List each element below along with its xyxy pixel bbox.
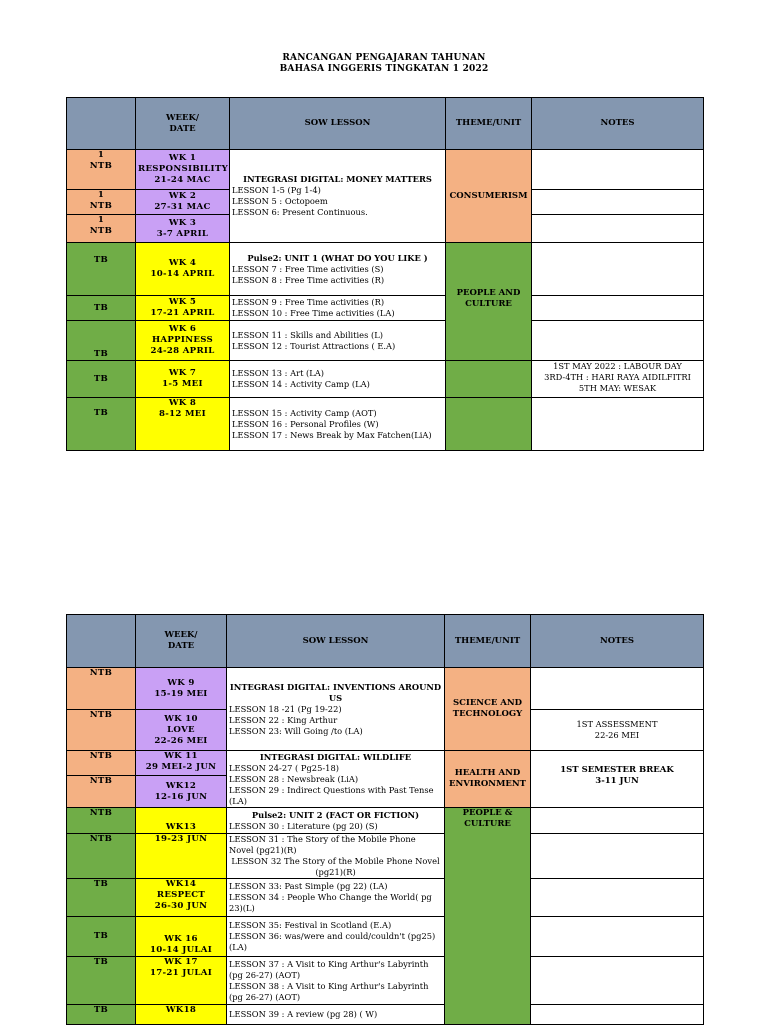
- notes-cell: [531, 879, 704, 917]
- notes-cell: [532, 321, 704, 361]
- header-sow-lesson: SOW LESSON: [230, 98, 446, 150]
- table-row: [67, 834, 704, 879]
- week-status: TB: [67, 917, 136, 957]
- header-blank: [67, 615, 136, 668]
- lesson-cell: LESSON 31 : The Story of the Mobile Phone Novel (pg21)(R) LESSON 32 The Story of the Mobile Phone Novel (pg21)(R): [227, 834, 445, 879]
- week-date-cell: WK 4 10-14 APRIL: [136, 243, 230, 296]
- theme-cell: HEALTH AND ENVIRONMENT: [445, 751, 531, 808]
- week-date-cell: WK14 RESPECT 26-30 JUN: [136, 879, 227, 917]
- week-date-cell: WK12 12-16 JUN: [136, 776, 227, 808]
- table-row: [67, 321, 704, 361]
- week-status: NTB: [67, 751, 136, 776]
- table-row: [67, 808, 704, 834]
- notes-cell: [532, 215, 704, 243]
- table-row: [67, 917, 704, 957]
- week-date-cell: WK 2 27-31 MAC: [136, 190, 230, 215]
- week-date-cell: WK 3 3-7 APRIL: [136, 215, 230, 243]
- table-row: [67, 243, 704, 296]
- lesson-cell: LESSON 11 : Skills and Abilities (L) LESSON 12 : Tourist Attractions ( E.A): [230, 321, 446, 361]
- table-row: [67, 1005, 704, 1025]
- header-week-date: WEEK/ DATE: [136, 615, 227, 668]
- week-date-cell: WK 8 8-12 MEI: [136, 398, 230, 451]
- table-row: [67, 296, 704, 321]
- notes-cell: 1ST MAY 2022 : LABOUR DAY 3RD-4TH : HARI RAYA AIDILFITRI 5TH MAY: WESAK: [532, 361, 704, 398]
- week-date-cell: WK 5 17-21 APRIL: [136, 296, 230, 321]
- sow-table-1: [66, 97, 704, 451]
- lesson-cell: LESSON 35: Festival in Scotland (E.A) LESSON 36: was/were and could/couldn't (pg25) (LA): [227, 917, 445, 957]
- theme-cell: PEOPLE AND CULTURE: [446, 243, 532, 361]
- table-row: [67, 361, 704, 398]
- lesson-cell: LESSON 39 : A review (pg 28) ( W): [227, 1005, 445, 1025]
- header-theme: THEME/UNIT: [446, 98, 532, 150]
- table-row: [67, 751, 704, 776]
- week-date-cell: WK 7 1-5 MEI: [136, 361, 230, 398]
- notes-cell: [531, 668, 704, 710]
- week-date-cell: WK 6 HAPPINESS 24-28 APRIL: [136, 321, 230, 361]
- week-status: NTB: [67, 808, 136, 834]
- notes-cell: [531, 957, 704, 1005]
- lesson-cell: Pulse2: UNIT 2 (FACT OR FICTION) LESSON 30 : Literature (pg 20) (S): [227, 808, 445, 834]
- header-notes: NOTES: [532, 98, 704, 150]
- table-row: [67, 957, 704, 1005]
- lesson-cell: Pulse2: UNIT 1 (WHAT DO YOU LIKE ) LESSON 7 : Free Time activities (S) LESSON 8 : Free Time activities (R): [230, 243, 446, 296]
- sow-table-2: [66, 614, 704, 1025]
- table-row: [67, 879, 704, 917]
- notes-cell: 1ST ASSESSMENT 22-26 MEI: [531, 710, 704, 751]
- notes-cell: [532, 190, 704, 215]
- doc-subtitle: BAHASA INGGERIS TINGKATAN 1 2022: [279, 64, 489, 74]
- week-date-cell: WK 1 RESPONSIBILITY 21-24 MAC: [136, 150, 230, 190]
- table-header: [67, 615, 704, 668]
- table-row: [67, 398, 704, 451]
- header-week-date: WEEK/ DATE: [136, 98, 230, 150]
- week-status: 1 NTB: [67, 150, 136, 190]
- lesson-cell: INTEGRASI DIGITAL: WILDLIFE LESSON 24-27 ( Pg25-18) LESSON 28 : Newsbreak (LiA) LESSON 29 : Indirect Questions with Past Tense (LA): [227, 751, 445, 808]
- theme-cell: PEOPLE & CULTURE: [445, 808, 531, 1025]
- table-row: [67, 668, 704, 710]
- table-header: [67, 98, 704, 150]
- week-date-cell: WK 10 LOVE 22-26 MEI: [136, 710, 227, 751]
- week-status: 1 NTB: [67, 190, 136, 215]
- table-row: [67, 150, 704, 190]
- theme-cell: SCIENCE AND TECHNOLOGY: [445, 668, 531, 751]
- lesson-cell: LESSON 33: Past Simple (pg 22) (LA) LESSON 34 : People Who Change the World( pg 23)(L): [227, 879, 445, 917]
- week-status: TB: [67, 243, 136, 296]
- lesson-cell: LESSON 13 : Art (LA) LESSON 14 : Activity Camp (LA): [230, 361, 446, 398]
- notes-cell: [531, 834, 704, 879]
- week-status: NTB: [67, 776, 136, 808]
- week-status: 1 NTB: [67, 215, 136, 243]
- lesson-cell: INTEGRASI DIGITAL: INVENTIONS AROUND US LESSON 18 -21 (Pg 19-22) LESSON 22 : King Arthur LESSON 23: Will Going /to (LA): [227, 668, 445, 751]
- doc-title: RANCANGAN PENGAJARAN TAHUNAN: [282, 53, 486, 63]
- lesson-cell: LESSON 9 : Free Time activities (R) LESSON 10 : Free Time activities (LA): [230, 296, 446, 321]
- theme-cell: [446, 398, 532, 451]
- notes-cell: [532, 150, 704, 190]
- week-status: TB: [67, 361, 136, 398]
- lesson-cell: LESSON 15 : Activity Camp (AOT) LESSON 16 : Personal Profiles (W) LESSON 17 : News Break by Max Fatchen(LiA): [230, 398, 446, 451]
- lesson-cell: INTEGRASI DIGITAL: MONEY MATTERS LESSON 1-5 (Pg 1-4) LESSON 5 : Octopoem LESSON 6: Present Continuous.: [230, 150, 446, 243]
- week-date-cell: WK 11 29 MEI-2 JUN: [136, 751, 227, 776]
- week-status: TB: [67, 321, 136, 361]
- week-status: TB: [67, 1005, 136, 1025]
- notes-cell: [532, 243, 704, 296]
- week-date-cell: WK13: [136, 808, 227, 834]
- lesson-cell: LESSON 37 : A Visit to King Arthur's Labyrinth (pg 26-27) (AOT) LESSON 38 : A Visit to King Arthur's Labyrinth (pg 26-27) (AOT): [227, 957, 445, 1005]
- week-date-cell: WK 16 10-14 JULAI: [136, 917, 227, 957]
- theme-cell: [446, 361, 532, 398]
- notes-cell: [531, 1005, 704, 1025]
- week-status: TB: [67, 398, 136, 451]
- week-status: NTB: [67, 834, 136, 879]
- week-status: TB: [67, 879, 136, 917]
- week-status: NTB: [67, 668, 136, 710]
- header-notes: NOTES: [531, 615, 704, 668]
- week-date-cell: WK 17 17-21 JULAI: [136, 957, 227, 1005]
- theme-cell: CONSUMERISM: [446, 150, 532, 243]
- header-sow-lesson: SOW LESSON: [227, 615, 445, 668]
- week-date-cell: WK18: [136, 1005, 227, 1025]
- notes-cell: 1ST SEMESTER BREAK 3-11 JUN: [531, 751, 704, 808]
- header-theme: THEME/UNIT: [445, 615, 531, 668]
- week-date-cell: WK 9 15-19 MEI: [136, 668, 227, 710]
- notes-cell: [531, 808, 704, 834]
- week-date-cell: 19-23 JUN: [136, 834, 227, 879]
- notes-cell: [532, 296, 704, 321]
- week-status: NTB: [67, 710, 136, 751]
- week-status: TB: [67, 296, 136, 321]
- notes-cell: [532, 398, 704, 451]
- week-status: TB: [67, 957, 136, 1005]
- notes-cell: [531, 917, 704, 957]
- header-blank: [67, 98, 136, 150]
